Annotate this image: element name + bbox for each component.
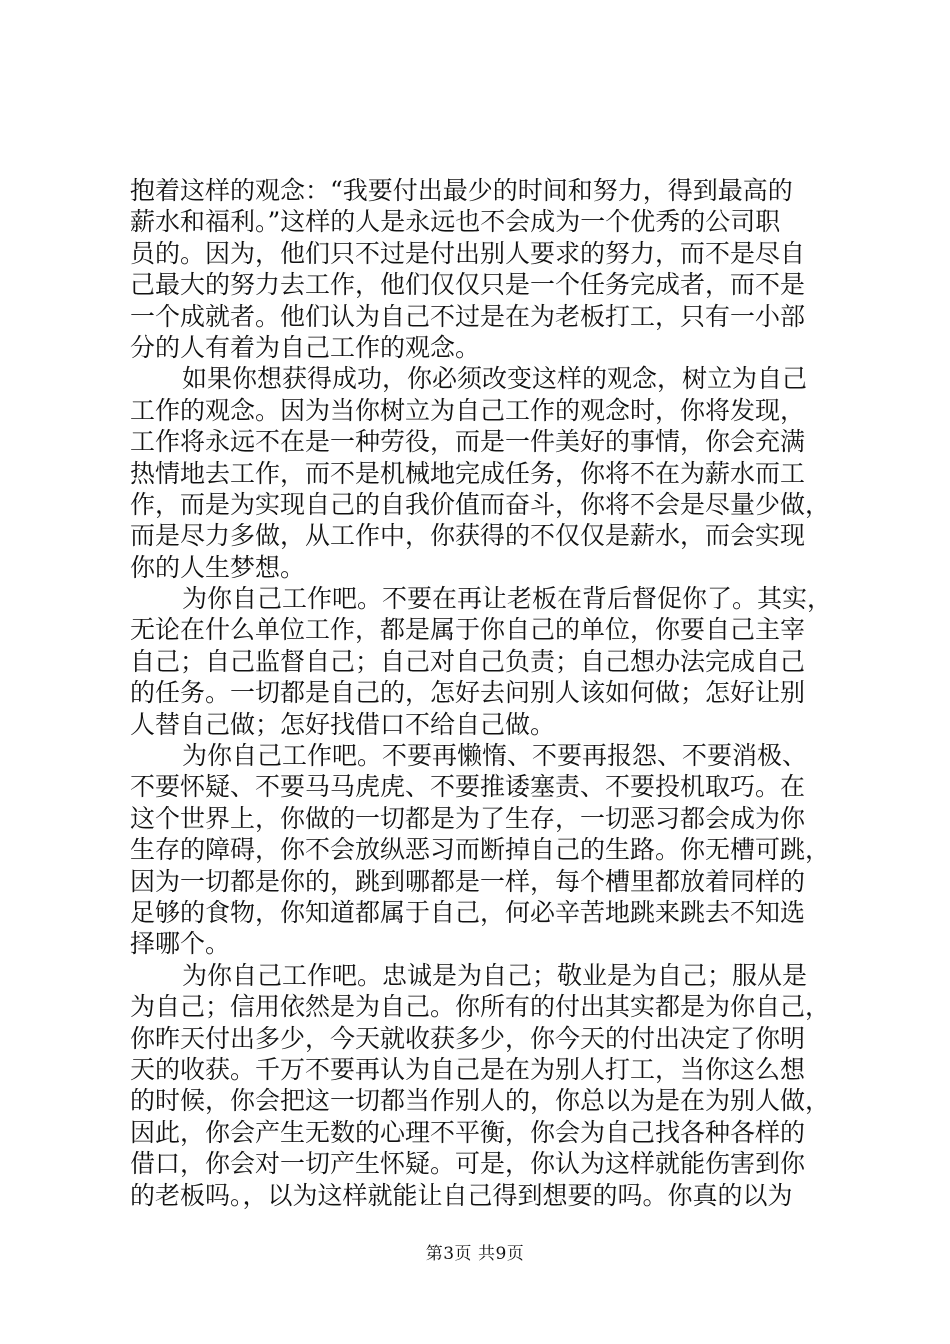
text-line: 借口，你会对一切产生怀疑。可是，你认为这样就能伤害到你 xyxy=(130,1149,806,1179)
paragraph-first-line: 为你自己工作吧。不要再懒惰、不要再报怨、不要消极、 xyxy=(182,741,808,771)
text-line: 择哪个。 xyxy=(130,929,231,959)
text-line: 的任务。一切都是自己的，怎好去问别人该如何做；怎好让别 xyxy=(130,678,806,708)
text-line: 自己；自己监督自己；自己对自己负责；自己想办法完成自己 xyxy=(130,646,806,676)
text-line: 一个成就者。他们认为自己不过是在为老板打工，只有一小部 xyxy=(130,301,806,331)
text-line: 抱着这样的观念：“我要付出最少的时间和努力，得到最高的 xyxy=(130,176,793,205)
text-line: 足够的食物，你知道都属于自己，何必辛苦地跳来跳去不知选 xyxy=(130,897,806,927)
paragraph-first-line: 为你自己工作吧。忠诚是为自己；敬业是为自己；服从是 xyxy=(182,960,808,990)
text-line: 工作将永远不在是一种劳役，而是一件美好的事情，你会充满 xyxy=(130,427,806,457)
text-line: 己最大的努力去工作，他们仅仅只是一个任务完成者，而不是 xyxy=(130,270,806,300)
paragraph-first-line: 如果你想获得成功，你必须改变这样的观念，树立为自己 xyxy=(182,364,808,394)
text-line: 天的收获。千万不要再认为自己是在为别人打工，当你这么想 xyxy=(130,1054,806,1084)
document-body xyxy=(130,175,833,1211)
text-line: 生存的障碍，你不会放纵恶习而断掉自己的生路。你无槽可跳， xyxy=(130,835,831,865)
text-line: 因此，你会产生无数的心理不平衡，你会为自己找各种各样的 xyxy=(130,1117,806,1147)
text-line: 为自己；信用依然是为自己。你所有的付出其实都是为你自己， xyxy=(130,992,831,1022)
text-line: 人替自己做；怎好找借口不给自己做。 xyxy=(130,709,556,739)
text-line: 分的人有着为自己工作的观念。 xyxy=(130,332,481,362)
text-line: 不要怀疑、不要马马虎虎、不要推诿塞责、不要投机取巧。在 xyxy=(130,772,806,802)
text-line: 这个世界上，你做的一切都是为了生存，一切恶习都会成为你 xyxy=(130,803,806,833)
text-line: 员的。因为，他们只不过是付出别人要求的努力，而不是尽自 xyxy=(130,238,806,268)
text-line: 热情地去工作，而不是机械地完成任务，你将不在为薪水而工 xyxy=(130,458,806,488)
text-line: 因为一切都是你的，跳到哪都是一样，每个槽里都放着同样的 xyxy=(130,866,806,896)
text-line: 作，而是为实现自己的自我价值而奋斗，你将不会是尽量少做， xyxy=(130,489,831,519)
text-line: 无论在什么单位工作，都是属于你自己的单位，你要自己主宰 xyxy=(130,615,806,645)
text-line: 你的人生梦想。 xyxy=(130,552,306,582)
page-number-footer: 第3页 共9页 xyxy=(425,1244,525,1264)
text-line: 工作的观念。因为当你树立为自己工作的观念时，你将发现， xyxy=(130,395,806,425)
text-line: 而是尽力多做，从工作中，你获得的不仅仅是薪水，而会实现 xyxy=(130,521,806,551)
paragraph-first-line: 为你自己工作吧。不要在再让老板在背后督促你了。其实， xyxy=(182,584,833,614)
text-line: 的老板吗。，以为这样就能让自己得到想要的吗。你真的以为 xyxy=(130,1180,793,1210)
text-line: 薪水和福利。”这样的人是永远也不会成为一个优秀的公司职 xyxy=(130,207,781,237)
text-line: 的时候，你会把这一切都当作别人的，你总以为是在为别人做， xyxy=(130,1086,831,1116)
text-line: 你昨天付出多少，今天就收获多少，你今天的付出决定了你明 xyxy=(130,1023,806,1053)
